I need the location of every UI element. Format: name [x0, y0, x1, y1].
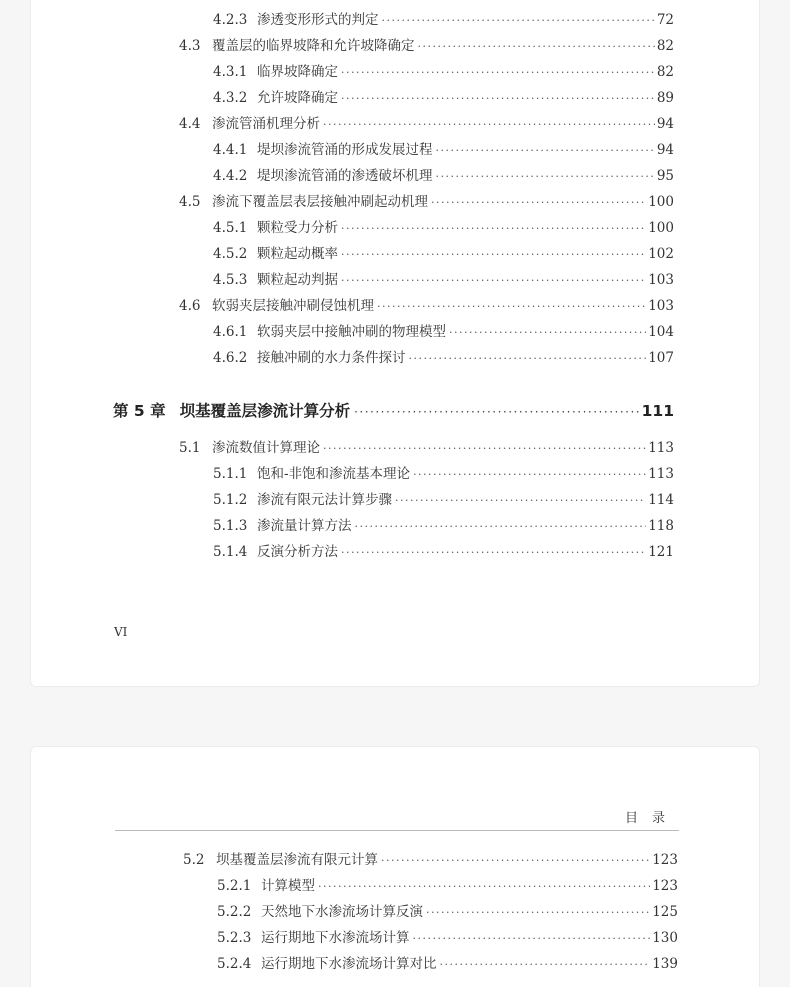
- entry-page: 118: [648, 518, 674, 534]
- entry-page: 89: [656, 90, 674, 106]
- chapter-label: 第 5 章: [113, 402, 166, 420]
- entry-number: 4.6.1: [213, 324, 248, 340]
- toc-entry-4-2-3[interactable]: [213, 11, 674, 30]
- entry-page: 103: [648, 298, 674, 314]
- toc-entry-5-1[interactable]: [179, 439, 674, 458]
- entry-page: 82: [656, 38, 674, 54]
- entry-number: 4.5: [179, 194, 201, 210]
- dot-leader: [449, 324, 646, 342]
- entry-title: 堤坝渗流管涌的渗透破坏机理: [257, 168, 433, 184]
- toc-entry-5-1-1[interactable]: [213, 465, 674, 484]
- toc-entry-4-6[interactable]: [179, 297, 674, 316]
- dot-leader: [395, 492, 646, 510]
- entry-page: 114: [648, 492, 674, 508]
- running-head: 目录: [115, 807, 679, 831]
- entry-number: 5.2.1: [217, 878, 252, 894]
- entry-number: 4.2.3: [213, 12, 248, 28]
- toc-entry-4-6-2[interactable]: [213, 349, 674, 368]
- entry-page: 125: [652, 904, 678, 920]
- dot-leader: [341, 272, 646, 290]
- entry-number: 4.4.1: [213, 142, 248, 158]
- entry-title: 饱和-非饱和渗流基本理论: [257, 466, 411, 482]
- entry-title: 渗流有限元法计算步骤: [257, 492, 392, 508]
- entry-page: 100: [648, 220, 674, 236]
- dot-leader: [440, 956, 651, 974]
- toc-entry-5-2-3[interactable]: [217, 929, 678, 948]
- entry-title: 临界坡降确定: [257, 64, 338, 80]
- entry-page: 102: [648, 246, 674, 262]
- entry-title: 坝基覆盖层渗流有限元计算: [216, 852, 378, 868]
- toc-entry-4-5-1[interactable]: [213, 219, 674, 238]
- dot-leader: [323, 116, 655, 134]
- entry-page: 104: [648, 324, 674, 340]
- toc-entry-4-3-2[interactable]: [213, 89, 674, 108]
- dot-leader: [318, 878, 650, 896]
- toc-entry-5-1-3[interactable]: [213, 517, 674, 536]
- entry-page: 130: [652, 930, 678, 946]
- entry-title: 计算模型: [261, 878, 315, 894]
- entry-title: 接触冲刷的水力条件探讨: [257, 350, 406, 366]
- entry-page: 139: [652, 956, 678, 972]
- entry-page: 113: [648, 440, 674, 456]
- toc-entry-5-1-2[interactable]: [213, 491, 674, 510]
- toc-entry-4-5-3[interactable]: [213, 271, 674, 290]
- entry-title: 软弱夹层接触冲刷侵蚀机理: [212, 298, 374, 314]
- entry-title: 天然地下水渗流场计算反演: [261, 904, 423, 920]
- entry-number: 5.2: [183, 852, 205, 868]
- entry-number: 4.5.3: [213, 272, 248, 288]
- entry-number: 5.1.3: [213, 518, 248, 534]
- entry-title: 渗透变形形式的判定: [257, 12, 379, 28]
- dot-leader: [341, 220, 646, 238]
- page-folio: VI: [114, 625, 128, 639]
- entry-number: 5.1.1: [213, 466, 248, 482]
- entry-page: 82: [656, 64, 674, 80]
- entry-number: 5.1.2: [213, 492, 248, 508]
- entry-title: 渗流管涌机理分析: [212, 116, 320, 132]
- entry-number: 4.4.2: [213, 168, 248, 184]
- toc-entry-4-3[interactable]: [179, 37, 674, 56]
- entry-number: 4.6: [179, 298, 201, 314]
- dot-leader: [431, 194, 646, 212]
- toc-entry-5-2-1[interactable]: [217, 877, 678, 896]
- entry-page: 107: [648, 350, 674, 366]
- entry-page: 100: [648, 194, 674, 210]
- toc-entry-4-6-1[interactable]: [213, 323, 674, 342]
- entry-number: 4.5.2: [213, 246, 248, 262]
- entry-page: 103: [648, 272, 674, 288]
- toc-entry-4-4-1[interactable]: [213, 141, 674, 160]
- entry-title: 堤坝渗流管涌的形成发展过程: [257, 142, 433, 158]
- entry-title: 运行期地下水渗流场计算对比: [261, 956, 437, 972]
- entry-number: 4.5.1: [213, 220, 248, 236]
- entry-page: 72: [656, 12, 674, 28]
- dot-leader: [323, 440, 646, 458]
- toc-entry-5-2-4[interactable]: [217, 955, 678, 974]
- entry-number: 4.3.2: [213, 90, 248, 106]
- dot-leader: [418, 38, 655, 56]
- entry-number: 5.2.3: [217, 930, 252, 946]
- dot-leader: [355, 518, 647, 536]
- entry-title: 渗流量计算方法: [257, 518, 352, 534]
- entry-page: 123: [652, 852, 678, 868]
- toc-page-next: [30, 746, 760, 987]
- dot-leader: [341, 544, 646, 562]
- entry-title: 运行期地下水渗流场计算: [261, 930, 410, 946]
- entry-number: 4.4: [179, 116, 201, 132]
- entry-number: 5.2.4: [217, 956, 252, 972]
- entry-title: 颗粒起动概率: [257, 246, 338, 262]
- dot-leader: [382, 12, 655, 30]
- dot-leader: [341, 90, 655, 108]
- entry-title: 软弱夹层中接触冲刷的物理模型: [257, 324, 446, 340]
- entry-number: 4.3: [179, 38, 201, 54]
- toc-page-vi: [30, 0, 760, 687]
- entry-page: 121: [648, 544, 674, 560]
- toc-entry-4-4[interactable]: [179, 115, 674, 134]
- entry-title: 允许坡降确定: [257, 90, 338, 106]
- entry-number: 5.1.4: [213, 544, 248, 560]
- entry-page: 123: [652, 878, 678, 894]
- entry-number: 5.1: [179, 440, 201, 456]
- entry-title: 颗粒起动判据: [257, 272, 338, 288]
- entry-title: 颗粒受力分析: [257, 220, 338, 236]
- entry-title: 渗流数值计算理论: [212, 440, 320, 456]
- dot-leader: [436, 142, 655, 160]
- entry-number: 5.2.2: [217, 904, 252, 920]
- toc-entry-5-2[interactable]: [183, 851, 678, 870]
- entry-number: 4.3.1: [213, 64, 248, 80]
- toc-entry-4-5[interactable]: [179, 193, 674, 212]
- dot-leader: [413, 930, 651, 948]
- entry-page: 113: [648, 466, 674, 482]
- chapter-title: 坝基覆盖层渗流计算分析: [179, 402, 351, 420]
- chapter-page: 111: [641, 402, 674, 420]
- dot-leader: [426, 904, 650, 922]
- toc-entry-5-1-4[interactable]: [213, 543, 674, 562]
- dot-leader: [413, 466, 646, 484]
- dot-leader: [354, 405, 640, 419]
- entry-page: 94: [656, 142, 674, 158]
- toc-chapter-5[interactable]: [113, 399, 674, 421]
- toc-entry-5-2-2[interactable]: [217, 903, 678, 922]
- dot-leader: [377, 298, 646, 316]
- entry-page: 94: [656, 116, 674, 132]
- entry-title: 渗流下覆盖层表层接触冲刷起动机理: [212, 194, 428, 210]
- entry-page: 95: [656, 168, 674, 184]
- toc-entry-4-3-1[interactable]: [213, 63, 674, 82]
- entry-number: 4.6.2: [213, 350, 248, 366]
- toc-entry-4-4-2[interactable]: [213, 167, 674, 186]
- dot-leader: [341, 64, 655, 82]
- dot-leader: [409, 350, 647, 368]
- entry-title: 覆盖层的临界坡降和允许坡降确定: [212, 38, 415, 54]
- dot-leader: [381, 852, 650, 870]
- entry-title: 反演分析方法: [257, 544, 338, 560]
- dot-leader: [436, 168, 655, 186]
- toc-entry-4-5-2[interactable]: [213, 245, 674, 264]
- dot-leader: [341, 246, 646, 264]
